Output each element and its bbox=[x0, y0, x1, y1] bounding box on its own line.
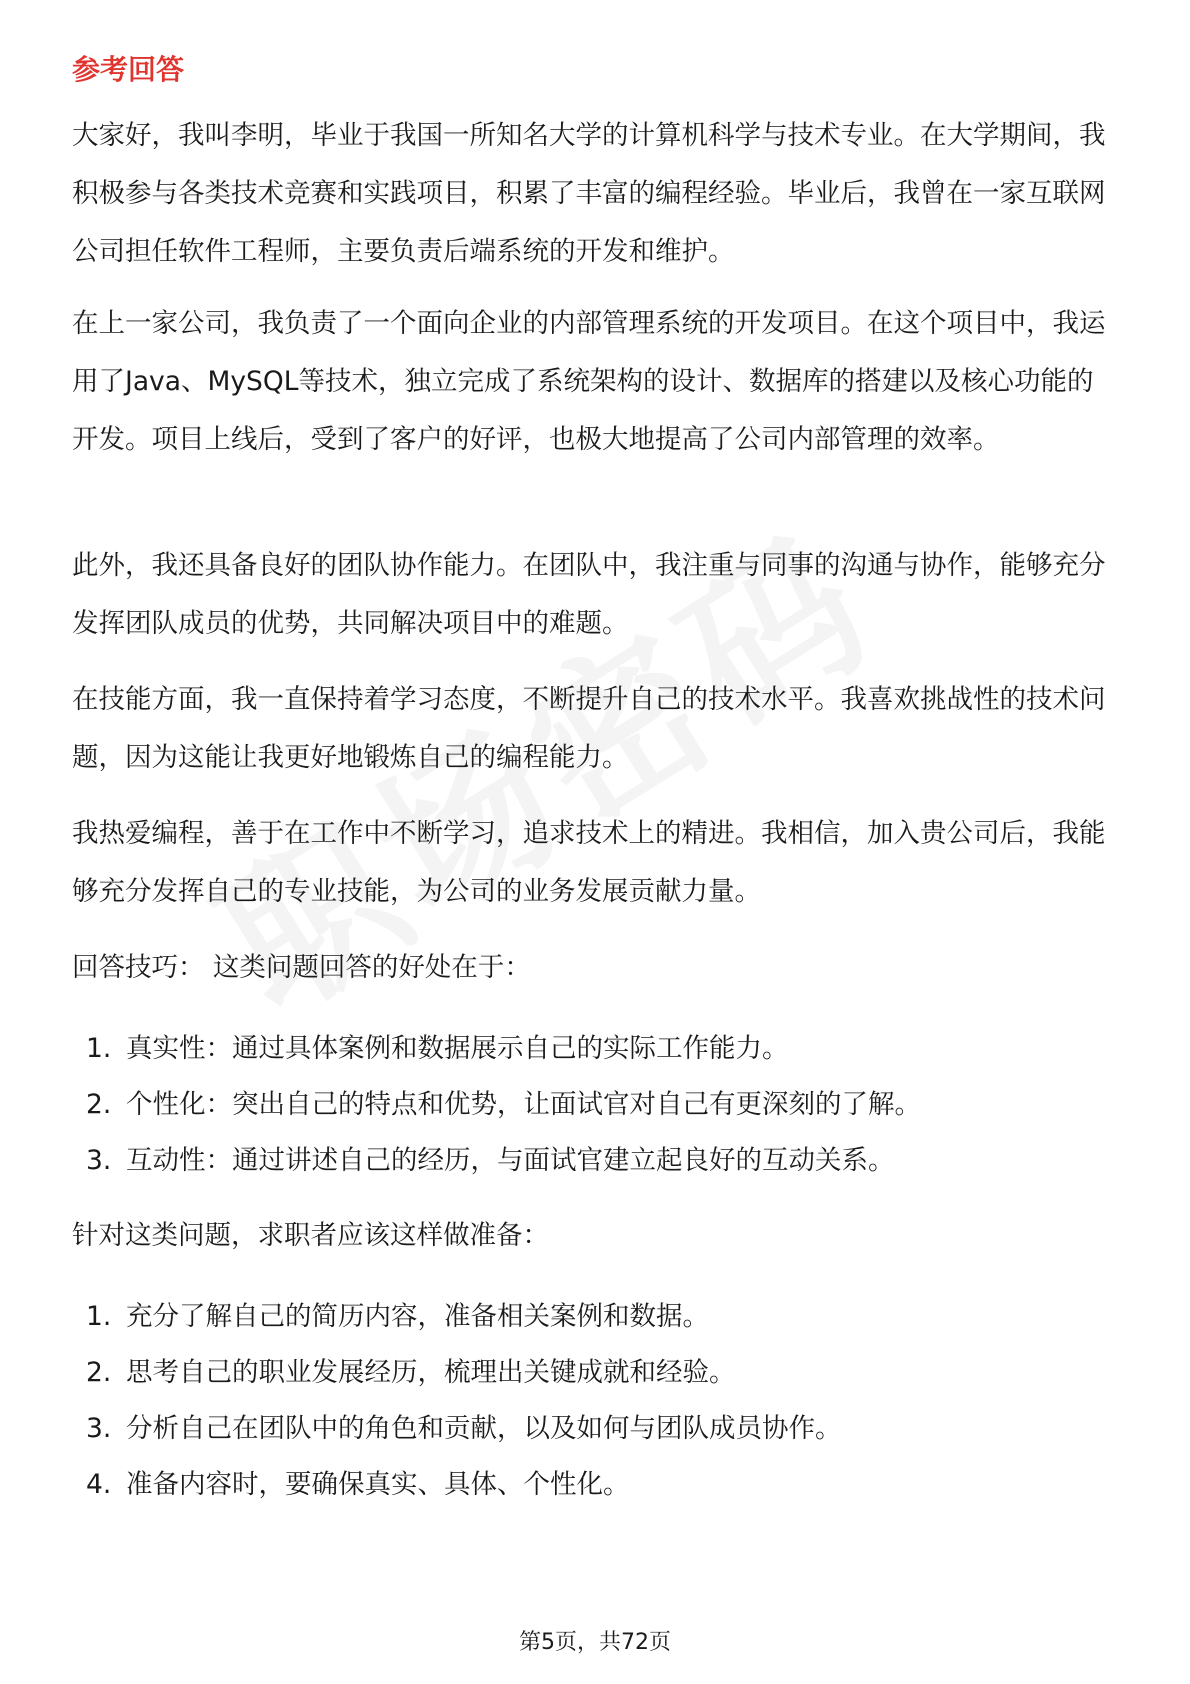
tips-list bbox=[72, 1021, 1118, 1189]
page-number-footer: 第5页，共72页 bbox=[519, 1630, 671, 1655]
prep-heading: 针对这类问题，求职者应该这样做准备： bbox=[72, 1220, 549, 1251]
document-page bbox=[72, 0, 1118, 1684]
prep-list bbox=[72, 1289, 1118, 1513]
section-title: 参考回答 bbox=[72, 53, 185, 86]
list-item: 3. 分析自己在团队中的角色和贡献，以及如何与团队成员协作。 bbox=[86, 1413, 842, 1444]
paragraph-skills: 在技能方面，我一直保持着学习态度，不断提升自己的技术水平。我喜欢挑战性的技术问题，因为这能让我更好地锻炼自己的编程能力。 bbox=[72, 684, 1106, 773]
list-item: 4. 准备内容时，要确保真实、具体、个性化。 bbox=[86, 1469, 630, 1500]
list-item: 1. 充分了解自己的简历内容，准备相关案例和数据。 bbox=[86, 1301, 709, 1332]
list-item: 1. 真实性：通过具体案例和数据展示自己的实际工作能力。 bbox=[86, 1033, 789, 1064]
paragraph-project: 在上一家公司，我负责了一个面向企业的内部管理系统的开发项目。在这个项目中，我运用了Java、MySQL等技术，独立完成了系统架构的设计、数据库的搭建以及核心功能的开发。项目上线后，受到了客户的好评，也极大地提高了公司内部管理的效率。 bbox=[72, 308, 1106, 455]
list-item: 2. 个性化：突出自己的特点和优势，让面试官对自己有更深刻的了解。 bbox=[86, 1089, 921, 1120]
paragraph-passion: 我热爱编程，善于在工作中不断学习，追求技术上的精进。我相信，加入贵公司后，我能够充分发挥自己的专业技能，为公司的业务发展贡献力量。 bbox=[72, 818, 1106, 907]
paragraph-teamwork: 此外，我还具备良好的团队协作能力。在团队中，我注重与同事的沟通与协作，能够充分发挥团队成员的优势，共同解决项目中的难题。 bbox=[72, 550, 1106, 639]
list-item: 3. 互动性：通过讲述自己的经历，与面试官建立起良好的互动关系。 bbox=[86, 1145, 895, 1176]
tips-heading: 回答技巧： 这类问题回答的好处在于： bbox=[72, 952, 531, 983]
paragraph-intro: 大家好，我叫李明，毕业于我国一所知名大学的计算机科学与技术专业。在大学期间，我积极参与各类技术竞赛和实践项目，积累了丰富的编程经验。毕业后，我曾在一家互联网公司担任软件工程师，主要负责后端系统的开发和维护。 bbox=[72, 120, 1106, 267]
list-item: 2. 思考自己的职业发展经历，梳理出关键成就和经验。 bbox=[86, 1357, 736, 1388]
